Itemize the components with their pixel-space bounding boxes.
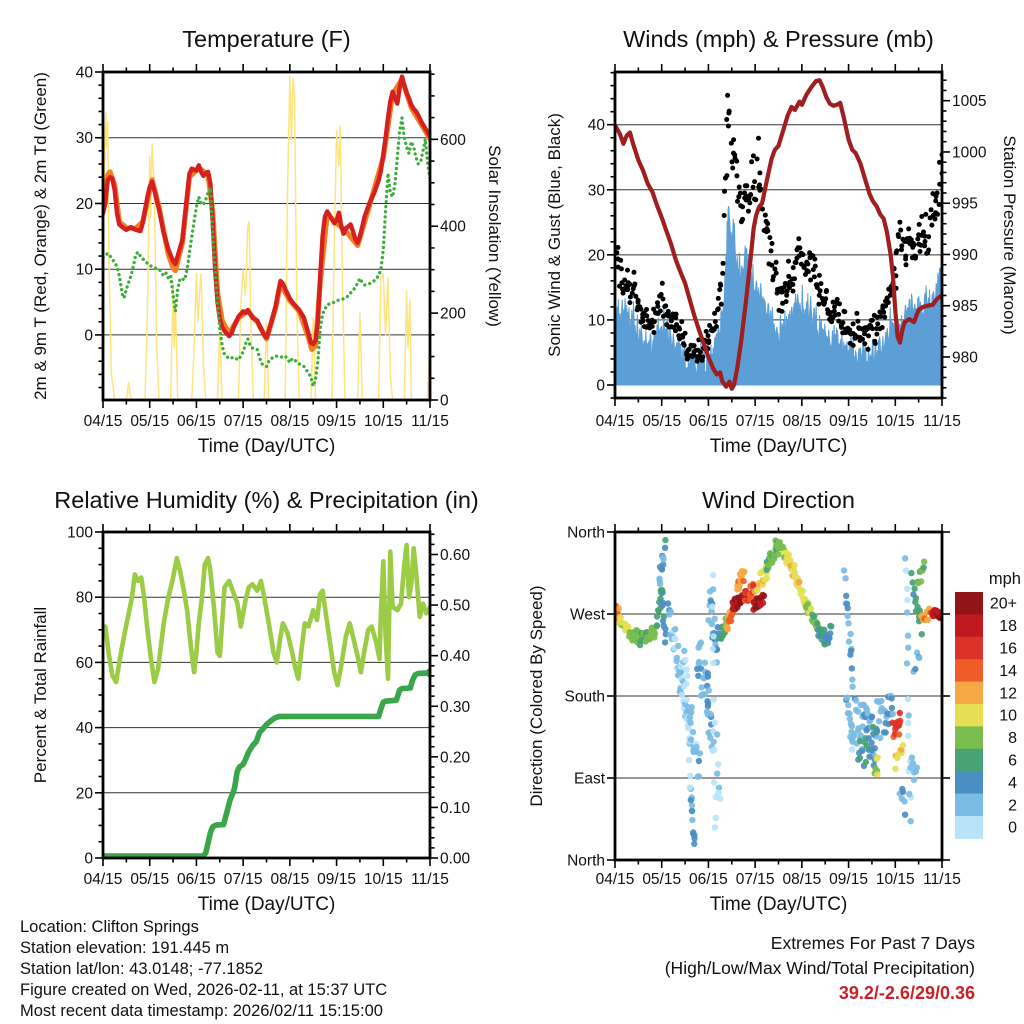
svg-text:990: 990 bbox=[952, 246, 978, 264]
svg-text:6: 6 bbox=[1008, 752, 1017, 770]
plot-area-winds bbox=[612, 80, 945, 389]
station-info-line: Location: Clifton Springs bbox=[20, 918, 199, 936]
svg-text:30: 30 bbox=[587, 182, 605, 200]
axis-ticks bbox=[95, 524, 438, 866]
x-axis-label: Time (Day/UTC) bbox=[197, 894, 336, 915]
svg-text:08/15: 08/15 bbox=[270, 413, 310, 430]
right-axis-label: Solar Insolation (Yellow) bbox=[485, 145, 504, 327]
svg-text:06/15: 06/15 bbox=[177, 871, 216, 888]
svg-text:06/15: 06/15 bbox=[689, 871, 728, 888]
colorbar-cell bbox=[955, 771, 983, 794]
svg-text:600: 600 bbox=[440, 131, 466, 149]
svg-text:North: North bbox=[567, 852, 605, 870]
plot-area-humidity bbox=[103, 545, 435, 856]
svg-text:4: 4 bbox=[1008, 774, 1017, 792]
colorbar-cell bbox=[955, 749, 983, 772]
svg-text:07/15: 07/15 bbox=[223, 871, 263, 888]
svg-text:07/15: 07/15 bbox=[735, 413, 775, 430]
svg-text:06/15: 06/15 bbox=[689, 413, 728, 430]
svg-text:04/15: 04/15 bbox=[595, 413, 635, 430]
colorbar-cell bbox=[955, 659, 983, 682]
svg-text:20: 20 bbox=[75, 195, 93, 213]
svg-text:2: 2 bbox=[1008, 797, 1017, 815]
x-axis-label: Time (Day/UTC) bbox=[197, 436, 336, 457]
left-axis-label: Percent & Total Rainfall bbox=[31, 606, 50, 784]
svg-text:10/15: 10/15 bbox=[363, 413, 403, 430]
colorbar-cell bbox=[955, 592, 983, 615]
panel-temperature bbox=[31, 26, 504, 457]
svg-text:South: South bbox=[564, 688, 605, 706]
svg-text:40: 40 bbox=[75, 64, 93, 82]
svg-text:0.50: 0.50 bbox=[440, 597, 471, 615]
right-axis-label: Station Pressure (Maroon) bbox=[1000, 135, 1019, 335]
svg-text:07/15: 07/15 bbox=[735, 871, 775, 888]
svg-text:0: 0 bbox=[1008, 819, 1017, 837]
series-relative-humidity bbox=[103, 545, 430, 685]
svg-text:20: 20 bbox=[75, 785, 93, 803]
svg-text:10: 10 bbox=[999, 707, 1017, 725]
svg-text:16: 16 bbox=[999, 640, 1017, 658]
x-axis-label: Time (Day/UTC) bbox=[709, 436, 848, 457]
extremes-summary bbox=[665, 931, 975, 1006]
svg-text:East: East bbox=[573, 770, 605, 788]
svg-text:10/15: 10/15 bbox=[363, 871, 403, 888]
svg-text:18: 18 bbox=[999, 618, 1017, 636]
svg-text:40: 40 bbox=[75, 720, 93, 738]
svg-text:0: 0 bbox=[84, 327, 93, 345]
station-info-line: Figure created on Wed, 2026-02-11, at 15:37 UTC bbox=[20, 981, 388, 999]
svg-text:10/15: 10/15 bbox=[875, 871, 915, 888]
x-axis-label: Time (Day/UTC) bbox=[709, 894, 848, 915]
left-axis-label: Sonic Wind & Gust (Blue, Black) bbox=[545, 113, 564, 357]
svg-text:07/15: 07/15 bbox=[223, 413, 263, 430]
colorbar-cell bbox=[955, 614, 983, 637]
axis-labels bbox=[527, 487, 961, 915]
svg-text:14: 14 bbox=[999, 662, 1017, 680]
svg-text:20: 20 bbox=[587, 247, 605, 265]
colorbar-cell bbox=[955, 816, 983, 839]
svg-text:400: 400 bbox=[440, 218, 466, 236]
colorbar-cell bbox=[955, 637, 983, 660]
plot-area-wind_direction bbox=[612, 537, 946, 847]
svg-text:05/15: 05/15 bbox=[642, 871, 682, 888]
svg-text:0.40: 0.40 bbox=[440, 648, 471, 666]
svg-text:West: West bbox=[569, 606, 605, 624]
svg-text:995: 995 bbox=[952, 195, 978, 213]
svg-text:05/15: 05/15 bbox=[130, 413, 170, 430]
colorbar-cell bbox=[955, 794, 983, 817]
svg-text:100: 100 bbox=[67, 524, 93, 542]
extremes-values: 39.2/-2.6/29/0.36 bbox=[838, 983, 975, 1003]
svg-text:20+: 20+ bbox=[989, 595, 1017, 613]
left-axis-label: Direction (Colored By Speed) bbox=[527, 585, 546, 807]
station-info-line: Station elevation: 191.445 m bbox=[20, 939, 230, 957]
panel-title: Relative Humidity (%) & Precipitation (in) bbox=[54, 487, 479, 513]
series-solar-insolation bbox=[103, 76, 430, 400]
svg-text:8: 8 bbox=[1008, 730, 1017, 748]
colorbar-cell bbox=[955, 704, 983, 727]
svg-text:09/15: 09/15 bbox=[829, 413, 868, 430]
svg-text:0.20: 0.20 bbox=[440, 749, 471, 767]
panel-title: Temperature (F) bbox=[182, 26, 351, 52]
speed-colorbar bbox=[955, 570, 1021, 839]
svg-text:985: 985 bbox=[952, 298, 978, 316]
svg-text:05/15: 05/15 bbox=[130, 871, 170, 888]
svg-text:08/15: 08/15 bbox=[782, 871, 822, 888]
panel-wind_direction bbox=[527, 487, 1021, 915]
svg-text:mph: mph bbox=[988, 570, 1021, 588]
plot-frame bbox=[103, 72, 430, 400]
panel-winds bbox=[545, 26, 1019, 457]
svg-text:10: 10 bbox=[587, 312, 605, 330]
svg-text:40: 40 bbox=[587, 117, 605, 135]
svg-text:10/15: 10/15 bbox=[875, 413, 915, 430]
extremes-title: Extremes For Past 7 Days bbox=[770, 933, 975, 953]
station-info-line: Station lat/lon: 43.0148; -77.1852 bbox=[20, 960, 264, 978]
svg-text:04/15: 04/15 bbox=[595, 871, 635, 888]
svg-text:200: 200 bbox=[440, 305, 466, 323]
svg-text:0: 0 bbox=[440, 392, 449, 410]
svg-text:30: 30 bbox=[75, 130, 93, 148]
svg-text:980: 980 bbox=[952, 349, 978, 367]
svg-text:0: 0 bbox=[84, 850, 93, 868]
svg-text:11/15: 11/15 bbox=[923, 871, 961, 888]
svg-text:12: 12 bbox=[999, 685, 1017, 703]
svg-text:11/15: 11/15 bbox=[923, 413, 961, 430]
svg-text:05/15: 05/15 bbox=[642, 413, 682, 430]
svg-text:1005: 1005 bbox=[952, 93, 987, 111]
svg-text:09/15: 09/15 bbox=[829, 871, 868, 888]
svg-text:09/15: 09/15 bbox=[317, 413, 356, 430]
svg-text:0: 0 bbox=[596, 377, 605, 395]
panel-title: Wind Direction bbox=[702, 487, 855, 513]
plot-area-temperature bbox=[103, 76, 430, 400]
svg-text:1000: 1000 bbox=[952, 144, 987, 162]
left-axis-label: 2m & 9m T (Red, Orange) & 2m Td (Green) bbox=[31, 72, 50, 400]
svg-text:08/15: 08/15 bbox=[782, 413, 822, 430]
svg-text:0.00: 0.00 bbox=[440, 850, 471, 868]
panel-title: Winds (mph) & Pressure (mb) bbox=[623, 26, 934, 52]
station-info bbox=[20, 917, 387, 1022]
colorbar-cell bbox=[955, 682, 983, 705]
svg-text:0.60: 0.60 bbox=[440, 547, 471, 565]
svg-text:60: 60 bbox=[75, 654, 93, 672]
svg-text:11/15: 11/15 bbox=[411, 871, 449, 888]
series-total-rainfall bbox=[103, 673, 430, 856]
svg-text:80: 80 bbox=[75, 589, 93, 607]
svg-text:North: North bbox=[567, 524, 605, 542]
station-info-line: Most recent data timestamp: 2026/02/11 15:15:00 bbox=[20, 1002, 383, 1020]
panel-humidity bbox=[31, 487, 479, 915]
svg-text:04/15: 04/15 bbox=[83, 413, 123, 430]
svg-text:10: 10 bbox=[75, 261, 93, 279]
svg-text:08/15: 08/15 bbox=[270, 871, 310, 888]
extremes-subtitle: (High/Low/Max Wind/Total Precipitation) bbox=[664, 958, 975, 978]
svg-text:11/15: 11/15 bbox=[411, 413, 449, 430]
svg-text:0.10: 0.10 bbox=[440, 799, 471, 817]
colorbar-cell bbox=[955, 726, 983, 749]
svg-text:0.30: 0.30 bbox=[440, 698, 471, 716]
svg-text:09/15: 09/15 bbox=[317, 871, 356, 888]
svg-text:04/15: 04/15 bbox=[83, 871, 123, 888]
svg-text:06/15: 06/15 bbox=[177, 413, 216, 430]
